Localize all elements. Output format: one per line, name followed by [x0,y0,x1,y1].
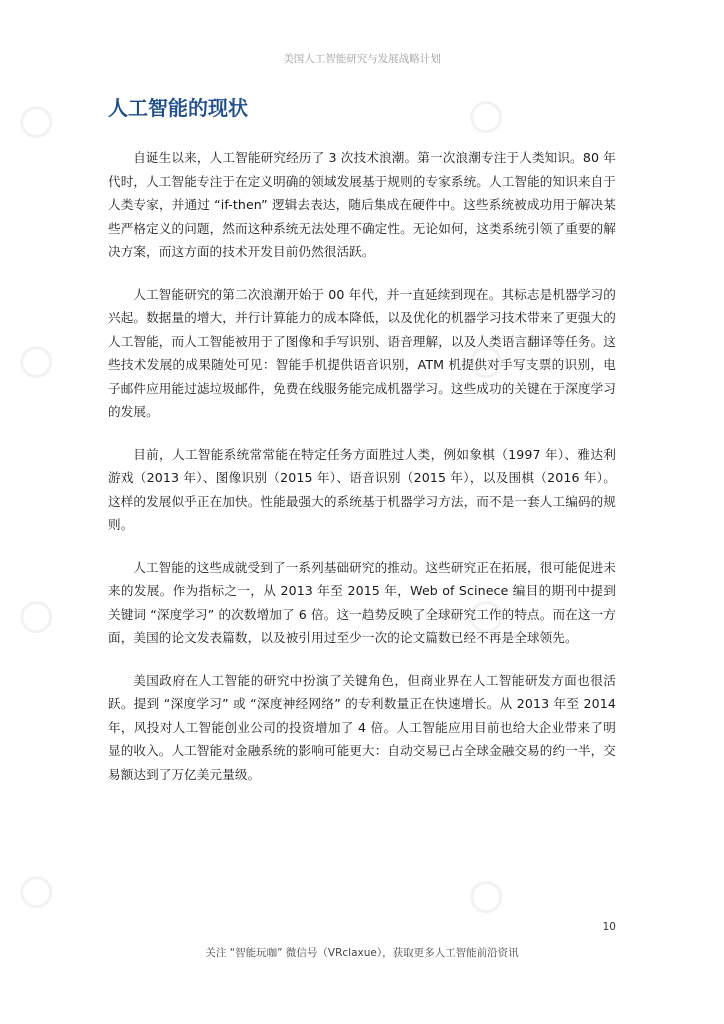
watermark [465,94,512,138]
watermark-logo-icon [15,341,57,383]
paragraph: 目前，人工智能系统常常能在特定任务方面胜过人类，例如象棋（1997 年）、雅达利游戏（2013 年）、图像识别（2015 年）、语音识别（2015 年），以及围棋（2016 年）。这样的发展似乎正在加快。性能最强大的系统基于机器学习方法，而不是一套人工编码的规则。 [108,446,616,532]
body-content [108,146,616,805]
page-footer: 关注 “智能玩咖” 微信号（VRclaxue），获取更多人工智能前沿资讯 [205,947,519,959]
watermark-logo-icon [15,871,57,913]
watermark-logo-icon [15,596,57,638]
paragraph: 自诞生以来，人工智能研究经历了 3 次技术浪潮。第一次浪潮专注于人类知识。80 年代时，人工智能专注于在定义明确的领域发展基于规则的专家系统。人工智能的知识来自于人类专家，并通过 “if-then” 逻辑去表达，随后集成在硬件中。这些系统被成功用于解决某些严格定义的问题，然而这种系统无法处理不确定性。无论如何，这类系统引领了重要的解决方案，而这方面的技术开发目前仍然很活跃。 [108,150,616,259]
watermark-logo-icon [465,876,507,918]
watermark [15,594,62,638]
paragraph: 人工智能的这些成就受到了一系列基础研究的推动。这些研究正在拓展，很可能促进未来的发展。作为指标之一，从 2013 年至 2015 年，Web of Scinece 编目的期刊中提到关键词 “深度学习” 的次数增加了 6 倍。这一趋势反映了全球研究工作的特点。而在这一方面，美国的论文发表篇数，以及被引用过至少一次的论文篇数已经不再是全球领先。 [108,559,616,645]
page-header: 美国人工智能研究与发展战略计划 [283,53,441,65]
watermark [465,874,512,918]
paragraph: 美国政府在人工智能的研究中扮演了关键角色，但商业界在人工智能研发方面也很活跃。提到 “深度学习” 或 “深度神经网络” 的专利数量正在快速增长。从 2013 年至 2014 年，风投对人工智能创业公司的投资增加了 4 倍。人工智能应用目前也给大企业带来了明显的收入。人工智能对金融系统的影响可能更大：自动交易已占全球金融交易的约一半，交易额达到了万亿美元量级。 [108,672,616,782]
watermark [15,99,62,143]
paragraph: 人工智能研究的第二次浪潮开始于 00 年代，并一直延续到现在。其标志是机器学习的兴起。数据量的增大，并行计算能力的成本降低，以及优化的机器学习技术带来了更强大的人工智能，而人工智能被用于了图像和手写识别、语音理解，以及人类语言翻译等任务。这些技术发展的成果随处可见：智能手机提供语音识别，ATM 机提供对手写支票的识别，电子邮件应用能过滤垃圾邮件，免费在线服务能完成机器学习。这些成功的关键在于深度学习的发展。 [108,286,616,419]
watermark [15,339,62,383]
section-title: 人工智能的现状 [108,96,248,120]
page-number: 10 [602,921,616,933]
watermark [15,869,62,913]
watermark-logo-icon [465,96,507,138]
watermark-logo-icon [15,101,57,143]
